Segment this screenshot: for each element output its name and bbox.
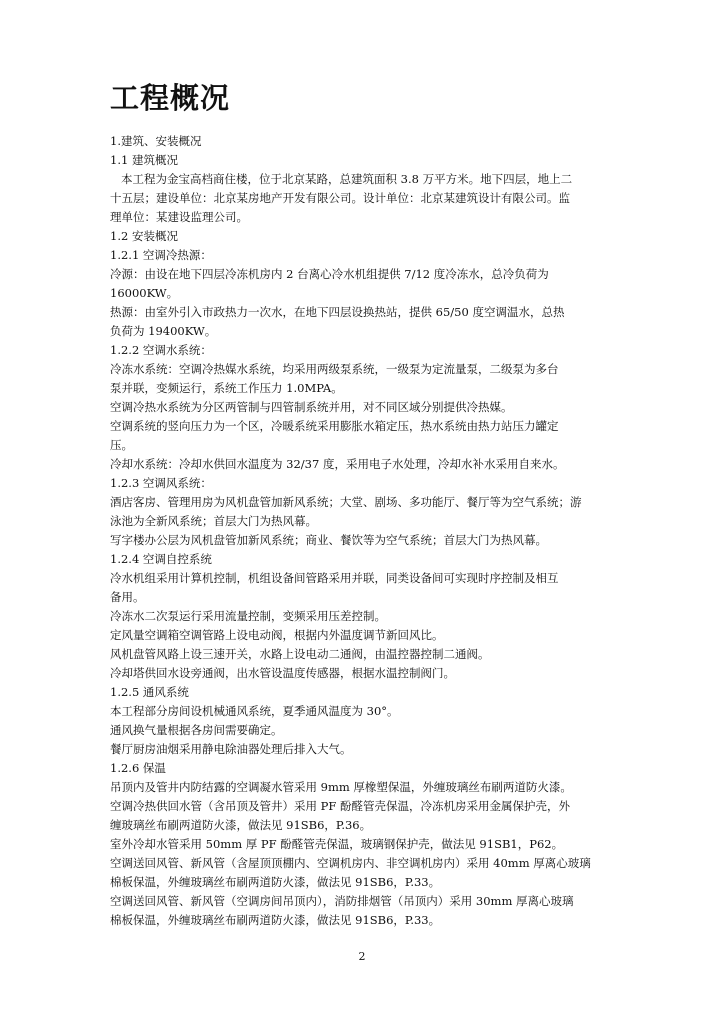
paragraph-line: 空调冷热供回水管（含吊顶及管井）采用 PF 酚醛管壳保温，冷冻机房采用金属保护壳，外 [110, 799, 571, 813]
subsection-heading: 1.2 安装概况 [110, 229, 178, 243]
paragraph-line: 负荷为 19400KW。 [110, 324, 217, 338]
paragraph-line: 冷冻水系统：空调冷热媒水系统，均采用两级泵系统，一级泵为定流量泵，二级泵为多台 [110, 362, 559, 376]
paragraph-line: 写字楼办公层为风机盘管加新风系统；商业、餐饮等为空气系统；首层大门为热风幕。 [110, 533, 547, 547]
paragraph-line: 冷却塔供回水设旁通阀，出水管设温度传感器，根据水温控制阀门。 [110, 666, 455, 680]
paragraph-line: 泵并联，变频运行，系统工作压力 1.0MPA。 [110, 381, 343, 395]
document-body [110, 132, 618, 930]
paragraph-line: 缠玻璃丝布刷两道防火漆，做法见 91SB6，P.36。 [110, 818, 372, 832]
paragraph-line: 泳池为全新风系统；首层大门为热风幕。 [110, 514, 317, 528]
subsection-heading: 1.2.6 保温 [110, 761, 166, 775]
page-number: 2 [358, 950, 366, 963]
paragraph-line: 风机盘管风路上设三速开关，水路上设电动二通阀，由温控器控制二通阀。 [110, 647, 490, 661]
subsection-heading: 1.2.3 空调风系统： [110, 476, 212, 490]
subsection-heading: 1.2.5 通风系统 [110, 685, 189, 699]
paragraph-line: 理单位：某建设监理公司。 [110, 210, 248, 224]
subsection-heading: 1.2.2 空调水系统： [110, 343, 212, 357]
paragraph-line: 冷水机组采用计算机控制，机组设备间管路采用并联，同类设备间可实现时序控制及相互 [110, 571, 559, 585]
subsection-heading: 1.2.1 空调冷热源： [110, 248, 212, 262]
paragraph-line: 本工程部分房间设机械通风系统，夏季通风温度为 30°。 [110, 704, 399, 718]
paragraph-line: 冷却水系统：冷却水供回水温度为 32/37 度，采用电子水处理，冷却水补水采用自来水。 [110, 457, 565, 471]
paragraph-line: 热源：由室外引入市政热力一次水，在地下四层设换热站，提供 65/50 度空调温水，总热 [110, 305, 565, 319]
paragraph-line: 室外冷却水管采用 50mm 厚 PF 酚醛管壳保温，玻璃钢保护壳，做法见 91SB1，P62。 [110, 837, 564, 851]
paragraph-line: 空调送回风管、新风管（空调房间吊顶内），消防排烟管（吊顶内）采用 30mm 厚离心玻璃 [110, 894, 574, 908]
paragraph-line: 空调系统的竖向压力为一个区，冷暖系统采用膨胀水箱定压，热水系统由热力站压力罐定 [110, 419, 559, 433]
paragraph-line: 冷冻水二次泵运行采用流量控制，变频采用压差控制。 [110, 609, 386, 623]
section-heading: 1.建筑、安装概况 [110, 134, 202, 148]
paragraph-line: 餐厅厨房油烟采用静电除油器处理后排入大气。 [110, 742, 352, 756]
paragraph-line: 备用。 [110, 590, 145, 604]
paragraph-line: 冷源：由设在地下四层冷冻机房内 2 台离心冷水机组提供 7/12 度冷冻水，总冷负荷为 [110, 267, 549, 281]
paragraph-line: 定风量空调箱空调管路上设电动阀，根据内外温度调节新回风比。 [110, 628, 444, 642]
paragraph-line: 吊顶内及管井内防结露的空调凝水管采用 9mm 厚橡塑保温，外缠玻璃丝布刷两道防火漆。 [110, 780, 572, 794]
paragraph-line: 棉板保温，外缠玻璃丝布刷两道防火漆，做法见 91SB6，P.33。 [110, 913, 441, 927]
subsection-heading: 1.2.4 空调自控系统 [110, 552, 212, 566]
subsection-heading: 1.1 建筑概况 [110, 153, 178, 167]
paragraph-line: 通风换气量根据各房间需要确定。 [110, 723, 283, 737]
paragraph-line: 本工程为金宝高档商住楼，位于北京某路，总建筑面积 3.8 万平方米。地下四层，地上二 [121, 172, 573, 186]
paragraph-line: 棉板保温，外缠玻璃丝布刷两道防火漆，做法见 91SB6，P.33。 [110, 875, 441, 889]
paragraph-line: 16000KW。 [110, 286, 179, 300]
paragraph-line: 十五层；建设单位：北京某房地产开发有限公司。设计单位：北京某建筑设计有限公司。监 [110, 191, 570, 205]
document-title: 工程概况 [110, 81, 231, 115]
paragraph-line: 酒店客房、管理用房为风机盘管加新风系统；大堂、剧场、多功能厅、餐厅等为空气系统；游 [110, 495, 582, 509]
paragraph-line: 压。 [110, 438, 133, 452]
paragraph-line: 空调冷热水系统为分区两管制与四管制系统并用，对不同区域分别提供冷热媒。 [110, 400, 513, 414]
paragraph-line: 空调送回风管、新风管（含屋顶顶棚内、空调机房内、非空调机房内）采用 40mm 厚离心玻璃 [110, 856, 591, 870]
